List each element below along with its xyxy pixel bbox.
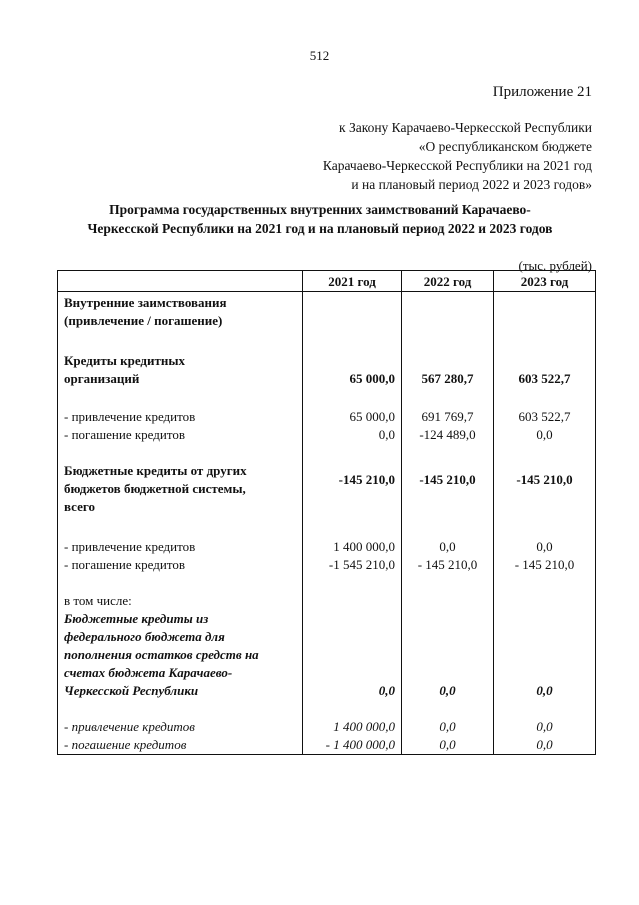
appendix-ref-line: «О республиканском бюджете bbox=[418, 139, 592, 154]
row-label-line: Бюджетные кредиты от других bbox=[64, 463, 247, 478]
credit-orgs-repay-2021: 0,0 bbox=[303, 426, 402, 444]
appendix-ref-line: и на плановый период 2022 и 2023 годов» bbox=[351, 177, 592, 192]
federal-attract-2023: 0,0 bbox=[494, 700, 596, 736]
table-row bbox=[58, 556, 596, 574]
budget-credits-attract-2023: 0,0 bbox=[494, 516, 596, 556]
document-title-line: Черкесской Республики на 2021 год и на плановый период 2022 и 2023 годов bbox=[87, 221, 553, 236]
credit-orgs-repay-2023: 0,0 bbox=[494, 426, 596, 444]
row-label-line: организаций bbox=[64, 371, 140, 386]
row-label-line: счетах бюджета Карачаево- bbox=[64, 665, 233, 680]
appendix-ref-line: к Закону Карачаево-Черкесской Республики bbox=[339, 120, 592, 135]
budget-credits-total-2023: -145 210,0 bbox=[494, 444, 596, 516]
table-row bbox=[58, 700, 596, 736]
table-row bbox=[58, 736, 596, 755]
credit-orgs-attract-2023: 603 522,7 bbox=[494, 388, 596, 426]
row-label-line: Черкесской Республики bbox=[64, 683, 199, 698]
credit-orgs-total-2023: 603 522,7 bbox=[494, 330, 596, 388]
federal-repay-2022: 0,0 bbox=[402, 736, 494, 755]
section-title bbox=[58, 292, 303, 331]
table-row bbox=[58, 610, 596, 700]
document-title-line: Программа государственных внутренних заимствований Карачаево- bbox=[109, 202, 531, 217]
row-label-line: федерального бюджета для bbox=[64, 629, 225, 644]
budget-credits-total-2021: -145 210,0 bbox=[303, 444, 402, 516]
header-cell-2022: 2022 год bbox=[402, 271, 494, 292]
federal-repay-2021: - 1 400 000,0 bbox=[303, 736, 402, 755]
table-row bbox=[58, 330, 596, 388]
budget-credits-repay-2021: -1 545 210,0 bbox=[303, 556, 402, 574]
budget-credits-total-2022: -145 210,0 bbox=[402, 444, 494, 516]
page-number: 512 bbox=[309, 48, 330, 63]
appendix-ref-line: Карачаево-Черкесской Республики на 2021 год bbox=[322, 158, 592, 173]
appendix-title: Приложение 21 bbox=[492, 84, 592, 100]
repay-label: - погашение кредитов bbox=[58, 556, 303, 574]
credit-orgs-attract-2022: 691 769,7 bbox=[402, 388, 494, 426]
borrowing-table bbox=[57, 270, 596, 755]
header-cell-2023: 2023 год bbox=[494, 271, 596, 292]
document-title bbox=[40, 200, 600, 238]
row-label-line: пополнения остатков средств на bbox=[64, 647, 259, 662]
federal-attract-2021: 1 400 000,0 bbox=[303, 700, 402, 736]
federal-total-2021: 0,0 bbox=[303, 610, 402, 700]
row-label-line: Бюджетные кредиты из bbox=[64, 611, 209, 626]
section-title-line: Внутренние заимствования bbox=[64, 295, 227, 310]
including-label: в том числе: bbox=[58, 574, 303, 610]
repay-label: - погашение кредитов bbox=[58, 736, 303, 755]
credit-orgs-attract-2021: 65 000,0 bbox=[303, 388, 402, 426]
table-row bbox=[58, 426, 596, 444]
appendix-reference bbox=[323, 118, 592, 194]
attract-label: - привлечение кредитов bbox=[58, 388, 303, 426]
table-row bbox=[58, 388, 596, 426]
budget-credits-attract-2021: 1 400 000,0 bbox=[303, 516, 402, 556]
credit-orgs-title bbox=[58, 330, 303, 388]
table-row bbox=[58, 444, 596, 516]
federal-total-2023: 0,0 bbox=[494, 610, 596, 700]
table-row bbox=[58, 516, 596, 556]
row-label-line: бюджетов бюджетной системы, bbox=[64, 481, 246, 496]
row-label-line: Кредиты кредитных bbox=[64, 353, 186, 368]
federal-credits-title bbox=[58, 610, 303, 700]
credit-orgs-total-2021: 65 000,0 bbox=[303, 330, 402, 388]
budget-credits-title bbox=[58, 444, 303, 516]
unit-label: (тыс. рублей) bbox=[518, 258, 592, 273]
section-title-line: (привлечение / погашение) bbox=[64, 313, 223, 328]
budget-credits-attract-2022: 0,0 bbox=[402, 516, 494, 556]
credit-orgs-total-2022: 567 280,7 bbox=[402, 330, 494, 388]
table-row bbox=[58, 292, 596, 331]
federal-repay-2023: 0,0 bbox=[494, 736, 596, 755]
header-cell-2021: 2021 год bbox=[303, 271, 402, 292]
header-cell-label bbox=[58, 271, 303, 292]
table-row bbox=[58, 574, 596, 610]
federal-attract-2022: 0,0 bbox=[402, 700, 494, 736]
repay-label: - погашение кредитов bbox=[58, 426, 303, 444]
attract-label: - привлечение кредитов bbox=[58, 700, 303, 736]
federal-total-2022: 0,0 bbox=[402, 610, 494, 700]
credit-orgs-repay-2022: -124 489,0 bbox=[402, 426, 494, 444]
table-header-row bbox=[58, 271, 596, 292]
budget-credits-repay-2022: - 145 210,0 bbox=[402, 556, 494, 574]
attract-label: - привлечение кредитов bbox=[58, 516, 303, 556]
row-label-line: всего bbox=[64, 499, 95, 514]
budget-credits-repay-2023: - 145 210,0 bbox=[494, 556, 596, 574]
